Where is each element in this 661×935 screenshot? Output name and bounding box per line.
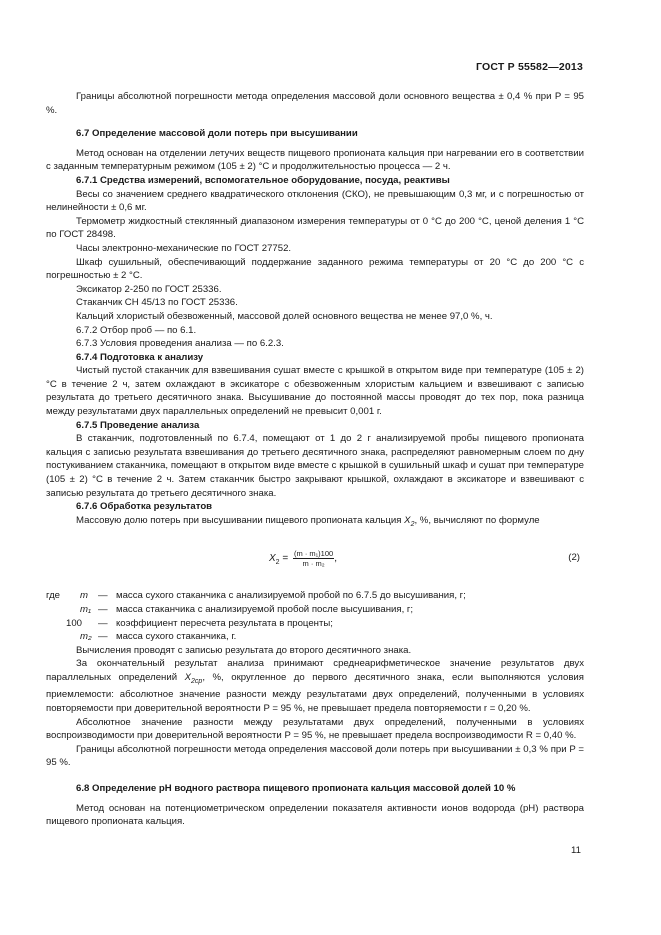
paragraph-desiccator: Эксикатор 2-250 по ГОСТ 25336. [76,283,222,295]
paragraph-final-text-b: , %, округленное до первого десятичного знака, если выполняются условия приемлемости: абсолютное значение разности между результатами двух определений, полученными в условиях повторяемости при доверительной вероятности P = 95 %, не превышает предела повторяемости r = 0,20 %. [46,671,584,714]
paragraph-6-7-5: В стаканчик, подготовленный по 6.7.4, помещают от 1 до 2 г анализируемой пробы пищевого пропионата кальция с записью результата взвешивания до третьего десятичного знака, распределяют равномерным слоем по дну постукиванием стаканчика, помещают в открытом виде вместе с крышкой в сушильный шкаф и сушат при температуре (105 ± 2) °С в течение 2 ч. Затем стаканчик быстро закрывают крышкой, охлаждают в эксикаторе и взвешивают с записью результата до третьего десятичного знака. [46,433,584,499]
paragraph-final-text-a: За окончательный результат анализа принимают среднеарифметическое значение результатов двух параллельных определений [46,658,584,683]
legend-symbol: m₁ [80,603,92,615]
legend-dash: — [98,631,108,643]
standard-header: ГОСТ Р 55582—2013 [475,61,583,73]
legend-description: масса сухого стаканчика с анализируемой пробой по 6.7.5 до высушивания, г; [116,590,466,602]
section-6-7-5-heading: 6.7.5 Проведение анализа [76,419,200,431]
formula-legend [46,589,584,643]
paragraph-6-7-6 [46,514,584,532]
paragraph-weighing-cup: Стаканчик СН 45/13 по ГОСТ 25336. [76,297,238,309]
formula-tail: , [334,553,337,565]
formula-2 [46,539,584,579]
section-6-7-6-heading: 6.7.6 Обработка результатов [76,501,213,513]
paragraph-6-7: Метод основан на отделении летучих веществ пищевого пропионата кальция при нагревании его в соответствии с заданным температурным режимом (105 ± 2) °С и продолжительностью процесса — 2 ч. [46,147,584,173]
legend-symbol: m [80,590,88,602]
paragraph-6-8: Метод основан на потенциометрическом определении показателя активности ионов водорода (рН) раствора пищевого пропионата кальция. [46,802,584,828]
paragraph-calc-precision: Вычисления проводят с записью результата до второго десятичного знака. [76,644,412,656]
paragraph-thermometer: Термометр жидкостный стеклянный диапазоном измерения температуры от 0 °С до 200 °С, ценой деления 1 °С по ГОСТ 28498. [46,215,584,241]
document-body [46,90,584,829]
formula-lhs: X [269,553,276,565]
legend-prefix: где [46,590,61,602]
legend-symbol: 100 [66,617,83,629]
section-6-7-heading: 6.7 Определение массовой доли потерь при высушивании [76,128,358,140]
paragraph-6-7-6-text-b: , %, вычисляют по формуле [414,514,540,526]
paragraph-6-7-3: 6.7.3 Условия проведения анализа — по 6.2.3. [76,338,284,350]
paragraph-clock: Часы электронно-механические по ГОСТ 27752. [76,242,292,254]
formula-numerator: (m · m₁)100 [293,549,334,559]
paragraph-calcium-chloride: Кальций хлористый обезвоженный, массовой долей основного вещества не менее 97,0 %, ч. [76,310,493,322]
paragraph-6-7-4: Чистый пустой стаканчик для взвешивания сушат вместе с крышкой в открытом виде при температуре (105 ± 2) °С в течение 2 ч, затем охлаждают в эксикаторе с обезвоженным хлористым кальцием и взвешивают с записью результата до третьего десятичного знака. Высушивание до постоянной массы проводят до тех пор, пока разница между результатами двух параллельных определений не превысит 0,001 г. [46,365,584,418]
paragraph-oven: Шкаф сушильный, обеспечивающий поддержание заданного режима температуры от 20 °С до 200 °С с погрешностью ± 2 °С. [46,256,584,282]
formula-lhs-sub: 2 [275,559,280,567]
legend-row [46,589,584,603]
paragraph-6-7-2: 6.7.2 Отбор проб — по 6.1. [76,324,197,336]
paragraph-reproducibility: Абсолютное значение разности между результатами двух определений, полученными в условиях воспроизводимости при доверительной вероятности P = 95 %, не превышает предела воспроизводимости R = 0,40 %. [46,716,584,742]
section-6-8-heading: 6.8 Определение рН водного раствора пищевого пропионата кальция массовой долей 10 % [76,782,516,794]
paragraph-error-bounds: Границы абсолютной погрешности метода определения массовой доли потерь при высушивании ± 0,3 % при P = 95 %. [46,743,584,769]
legend-description: масса стаканчика с анализируемой пробой после высушивания, г; [116,603,414,615]
section-6-7-4-heading: 6.7.4 Подготовка к анализу [76,351,204,363]
legend-dash: — [98,590,108,602]
section-6-7-1-heading: 6.7.1 Средства измерений, вспомогательное оборудование, посуда, реактивы [76,174,450,186]
formula-number: (2) [568,552,580,564]
legend-dash: — [98,617,108,629]
legend-description: коэффициент пересчета результата в проценты; [116,617,333,629]
paragraph-final-result [46,657,584,715]
paragraph-intro: Границы абсолютной погрешности метода определения массовой доли основного вещества ± 0,4 % при P = 95 %. [46,91,584,116]
legend-dash: — [98,603,108,615]
formula-denominator: m · m₂ [302,559,325,569]
paragraph-6-7-6-text-a: Массовую долю потерь при высушивании пищевого пропионата кальция [76,514,402,526]
legend-row [46,630,584,644]
formula-expression: $X_2$ = $\frac{\text{(m · m₁)100}}{\text{m · m₂}}$ , [269,549,337,569]
paragraph-scale: Весы со значением среднего квадратического отклонения (СКО), не превышающим 0,3 мг, и с погрешностью от нелинейности ± 0,6 мг. [46,188,584,214]
legend-row [46,617,584,631]
legend-symbol: m₂ [80,631,92,643]
formula-fraction [293,549,334,568]
symbol-x2cp: $X_{2ср}$ [184,671,203,685]
symbol-x2: $X_2$ [404,514,415,528]
page-number: 11 [571,845,581,856]
legend-description: масса сухого стаканчика, г. [116,631,237,643]
legend-row [46,603,584,617]
